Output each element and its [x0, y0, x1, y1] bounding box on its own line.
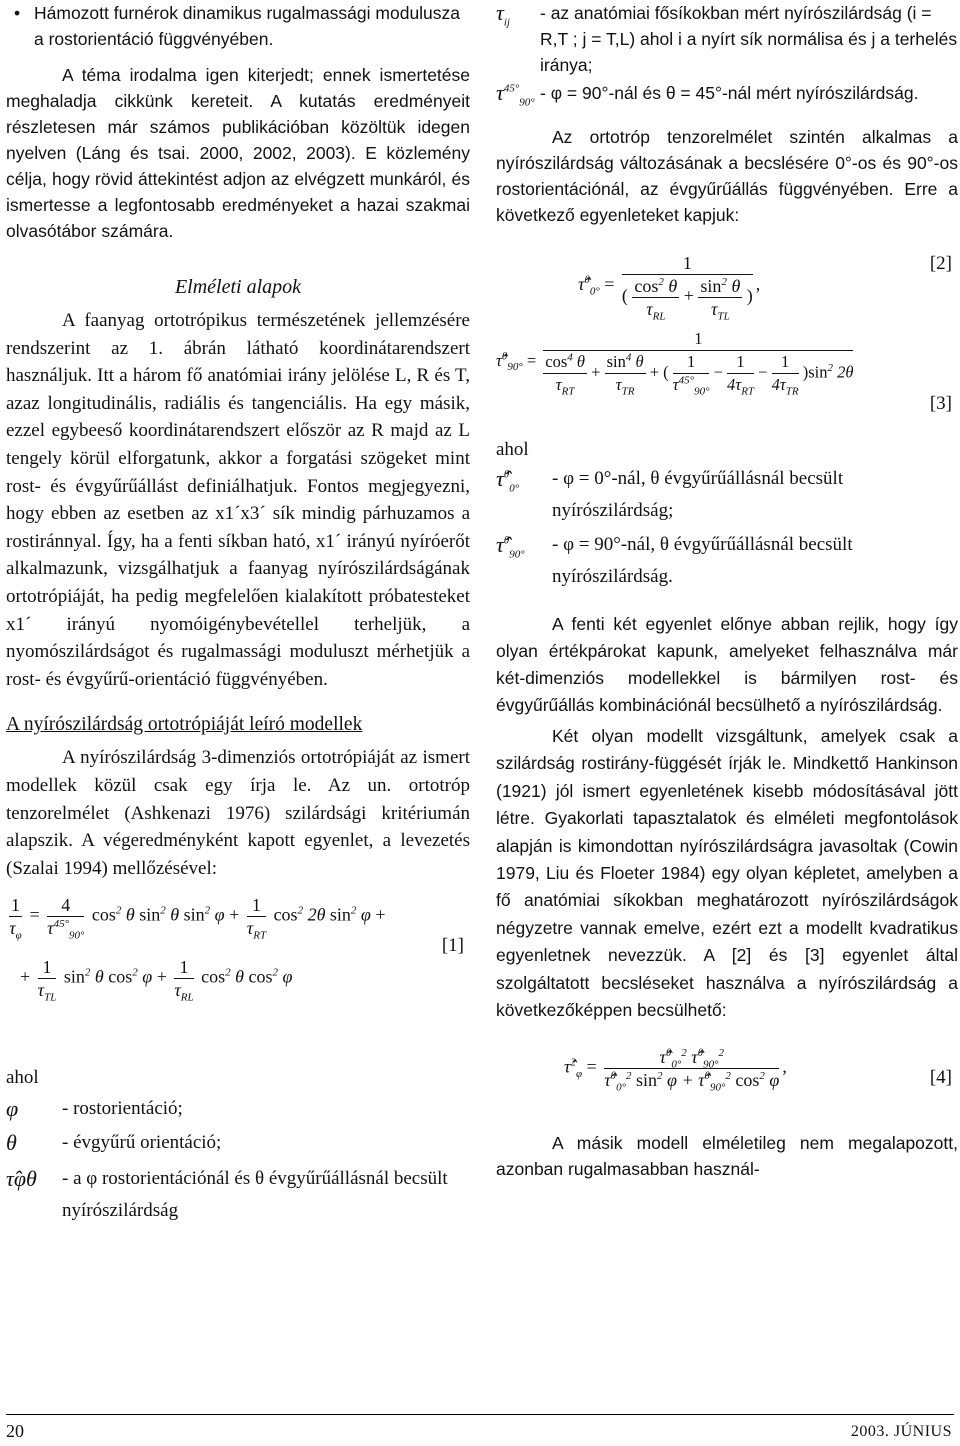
equation-3 [496, 322, 958, 422]
definition-tau-phi-theta [6, 1163, 470, 1227]
paragraph-models: Két olyan modellt vizsgáltunk, amelyek csak a szilárdság rostirány-függését írják le. Mindkettő Hankinson (1921) jól ismert egyenletének kisebb módosításával jött létre. Gyakorlati tapasztalatok és elméleti megfontolások alapján is kimondottan nyírószilárdságra javasoltak (Cowin 1979, Liu és Floeter 1984) egy olyan képletet, amelyben a fő anatómiai síkokban meghatározott nyírószilárdságok négyzetre vannak emelve, ezért ezt a modellt kvadratikus egyenletnek nevezzük. A [2] és [3] egyenlet által szolgáltatott becsléseket használva a nyírószilárdság a következőképpen becsülhető: [496, 726, 958, 1021]
definition-text: - φ = 0°-nál, θ évgyűrűállásnál becsült nyírószilárdság; [552, 468, 844, 521]
where-label: ahol [6, 1067, 39, 1089]
equation-2 [496, 246, 958, 323]
where-label-right: ahol [496, 439, 529, 460]
symbol-theta: θ [6, 1130, 17, 1156]
equation-2-number: [2] [929, 253, 952, 274]
issue-date: 2003. JÚNIUS [850, 1423, 952, 1440]
paragraph-advantage: A fenti két egyenlet előnye abban rejlik, hogy így olyan értékpárokat kapunk, amelyeket felhasználva már két-dimenziós modellekkel is bármilyen rost- és évgyűrűállás kombinációnál becsülhető a nyírószilárdság. [496, 614, 958, 715]
equation-4 [496, 1042, 958, 1118]
equation-3-number: [3] [929, 393, 952, 414]
symbol-tau-90: τ̂$^\theta_{90^\circ}$ [496, 532, 525, 561]
definition-text: - a φ rostorientációnál és θ évgyűrűállásnál becsült nyírószilárdság [62, 1168, 448, 1222]
definition-tau-45-90 [496, 80, 958, 110]
equation-3-body: τ̂$^\theta_{90^\circ}$ = 1 $\frac{\cos^4 \theta}{\tau_{RT}}$ + $\frac{\sin^4 \theta}{\tau_{TR}}$ + ( $\frac{1}{\tau^{45^\circ}_{90^\circ}}$ − $\frac{1}{4\tau_{RT}}$ − $\frac{1}{4\tau_{TR}}$ )$\sin^2$ 2θ [496, 329, 854, 398]
tensor-paragraph: Az ortotróp tenzorelmélet szintén alkalmas a nyírószilárdság változásának a becslésére 0°-os és 90°-os rostorientációnál, az évgyűrűállás függvényében. Erre a következő egyenleteket kapjuk: [496, 127, 958, 225]
definition-text: - rostorientáció; [62, 1098, 183, 1120]
definition-list [6, 1095, 470, 1227]
symbol-phi: φ [6, 1096, 19, 1122]
equation-1-line-1: $\frac{1}{\tau_\varphi}$ = $\frac{4}{\tau^{45^\circ}_{90^\circ}}$ $\cos^2 \theta$ $\sin^2 \theta$ $\sin^2 \varphi$ + $\frac{1}{\tau_{RT}}$ $\cos^2 2\theta$ $\sin^2 \varphi$ + [9, 895, 386, 942]
theory-paragraph: A faanyag ortotrópikus természetének jellemzésére rendszerint az 1. ábrán látható koordinátarendszert használjuk. Itt a három fő anatómiai irány jelölése L, R és T, azaz longitudinális, radiális és tangenciális. Ha egy másik, ezzel egybeeső koordinátarendszert először az R majd az L tengely körül elforgatunk, akkor a forgatási szögeket mint rost- és évgyűrűállást definiálhatjuk. Fontos megjegyezni, hogy ebben az esetben az x1´x3´ sík mindig párhuzamos a rostiránnyal. Így, ha a fenti síkban ható, x1´ irányú nyíróerőt alkalmazunk, vizsgálhatjuk a faanyag nyírószilárdságának ortotrópiáját, ha pedig megfelelően kialakított próbatesteket x1´ irányú nyomóigénybevétellel terheljük, a nyomószilárdságot és rugalmassági moduluszt mérhetjük a rost- és évgyűrű-orientáció függvényében. [6, 310, 470, 690]
definition-text: - évgyűrű orientáció; [62, 1132, 222, 1154]
symbol-tau-ij: $\tau_{ij}$ [496, 0, 510, 29]
right-column [496, 0, 958, 1182]
equation-2-body: τ̂$^\theta_{0^\circ}$ = 1 ( $\frac{\cos^2 \theta}{\tau_{RL}}$ + $\frac{\sin^2 \theta}{\tau_{TL}}$ ) , [578, 253, 761, 323]
definition-text: - az anatómiai fősíkokban mért nyírószilárdság (i = R,T ; j = T,L) ahol i a nyírt sík normálisa és j a terhelés iránya; [540, 3, 958, 75]
symbol-tau-phi-theta: τ̂φθ [6, 1166, 37, 1192]
bullet-icon: • [14, 3, 21, 23]
equation-1-number: [1] [441, 935, 464, 957]
page-number: 20 [6, 1421, 24, 1441]
shear-definitions [496, 0, 958, 110]
models-paragraph: A nyírószilárdság 3-dimenziós ortotrópiáját az ismert modellek közül csak egy írja le. Az un. ortotróp tenzorelmélet (Ashkenazi 1976) szilárdsági kritériumán alapszik. A végeredményként kapott egyenlet, a levezetés (Szalai 1994) mellőzésével: [6, 747, 470, 879]
footer-divider [6, 1414, 954, 1415]
equation-1-line-2: + $\frac{1}{\tau_{TL}}$ $\sin^2 \theta$ $\cos^2 \varphi$ + $\frac{1}{\tau_{RL}}$ $\cos^2 \theta$ $\cos^2 \varphi$ [20, 957, 293, 1004]
definition-theta [6, 1129, 470, 1159]
definition-tau-ij [496, 0, 958, 78]
definition-text: - φ = 90°-nál, θ évgyűrűállásnál becsült nyírószilárdság. [552, 534, 853, 587]
symbol-tau-0: τ̂$^\theta_{0^\circ}$ [496, 466, 520, 495]
estimate-definitions [496, 463, 958, 593]
bullet-text: Hámozott furnérok dinamikus rugalmassági modulusza a rostorientáció függvényében. [34, 3, 461, 49]
left-column [6, 0, 470, 1227]
bullet-item [6, 0, 470, 52]
definition-phi [6, 1095, 470, 1125]
definition-tau-0 [496, 463, 958, 527]
symbol-tau-45-90: $\tau^{45^\circ}_{90^\circ}$ [496, 80, 535, 109]
section-heading-theory: Elméleti alapok [174, 276, 302, 298]
definition-text: - φ = 90°-nál és θ = 45°-nál mért nyírószilárdság. [540, 83, 919, 103]
section-heading-models: A nyírószilárdság ortotrópiáját leíró modellek [6, 714, 363, 736]
paragraph-other-model: A másik modell elméletileg nem megalapozott, azonban rugalmasabban használ- [496, 1133, 958, 1180]
equation-4-body: τ̂$^2_\varphi$ = $\frac{\taû^\theta_{0^\circ}^2 \taû^\theta_{90^\circ}^2}{\taû^\theta_{0^\circ}^2 \sin^2 \varphi + \taû^\theta_{90^\circ}^2 \cos^2 \varphi}$ , [564, 1047, 787, 1095]
equation-1 [6, 890, 470, 1010]
intro-paragraph: A téma irodalma igen kiterjedt; ennek ismertetése meghaladja cikkünk kereteit. A kutatás eredményeit részletesen már számos publikációban közöltük idegen nyelven (Láng és tsai. 2000, 2002, 2003). E közlemény célja, hogy rövid áttekintést adjon az elvégzett munkáról, és ismertesse a legfontosabb eredményeket a hazai szakmai olvasótábor számára. [6, 65, 470, 241]
definition-tau-90 [496, 529, 958, 593]
equation-4-number: [4] [929, 1067, 952, 1089]
